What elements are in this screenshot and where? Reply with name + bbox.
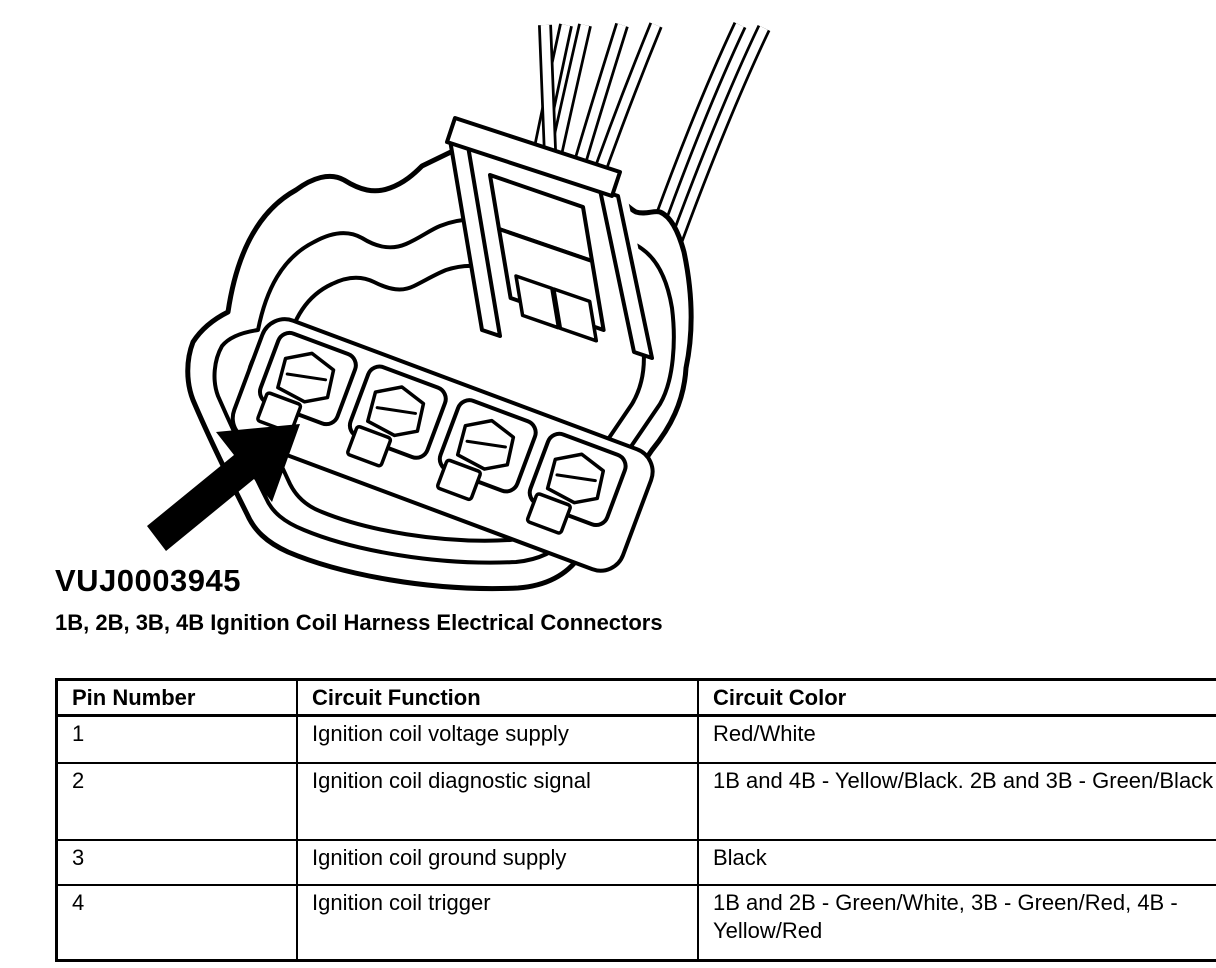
circuit-color-cell: 1B and 4B - Yellow/Black. 2B and 3B - Green/Black — [698, 763, 1216, 840]
pin-number-cell: 1 — [57, 716, 298, 764]
figure-id-label: VUJ0003945 — [55, 563, 241, 598]
circuit-function-cell: Ignition coil trigger — [297, 885, 698, 961]
circuit-color-cell: Red/White — [698, 716, 1216, 764]
col-header-circuit-color: Circuit Color — [698, 680, 1216, 716]
pin-number-cell: 2 — [57, 763, 298, 840]
circuit-color-cell: 1B and 2B - Green/White, 3B - Green/Red, 4B - Yellow/Red — [698, 885, 1216, 961]
pin-number-cell: 4 — [57, 885, 298, 961]
table-row — [57, 840, 1216, 885]
figure-caption: 1B, 2B, 3B, 4B Ignition Coil Harness Electrical Connectors — [55, 610, 663, 635]
table-row — [57, 716, 1216, 764]
table-row — [57, 763, 1216, 840]
circuit-color-cell: Black — [698, 840, 1216, 885]
circuit-function-cell: Ignition coil voltage supply — [297, 716, 698, 764]
circuit-function-cell: Ignition coil diagnostic signal — [297, 763, 698, 840]
pin-table — [55, 678, 1216, 962]
table-header-row — [57, 680, 1216, 716]
circuit-function-cell: Ignition coil ground supply — [297, 840, 698, 885]
col-header-pin-number: Pin Number — [57, 680, 298, 716]
table-row — [57, 885, 1216, 961]
latch — [447, 118, 660, 358]
col-header-circuit-function: Circuit Function — [297, 680, 698, 716]
pin-number-cell: 3 — [57, 840, 298, 885]
